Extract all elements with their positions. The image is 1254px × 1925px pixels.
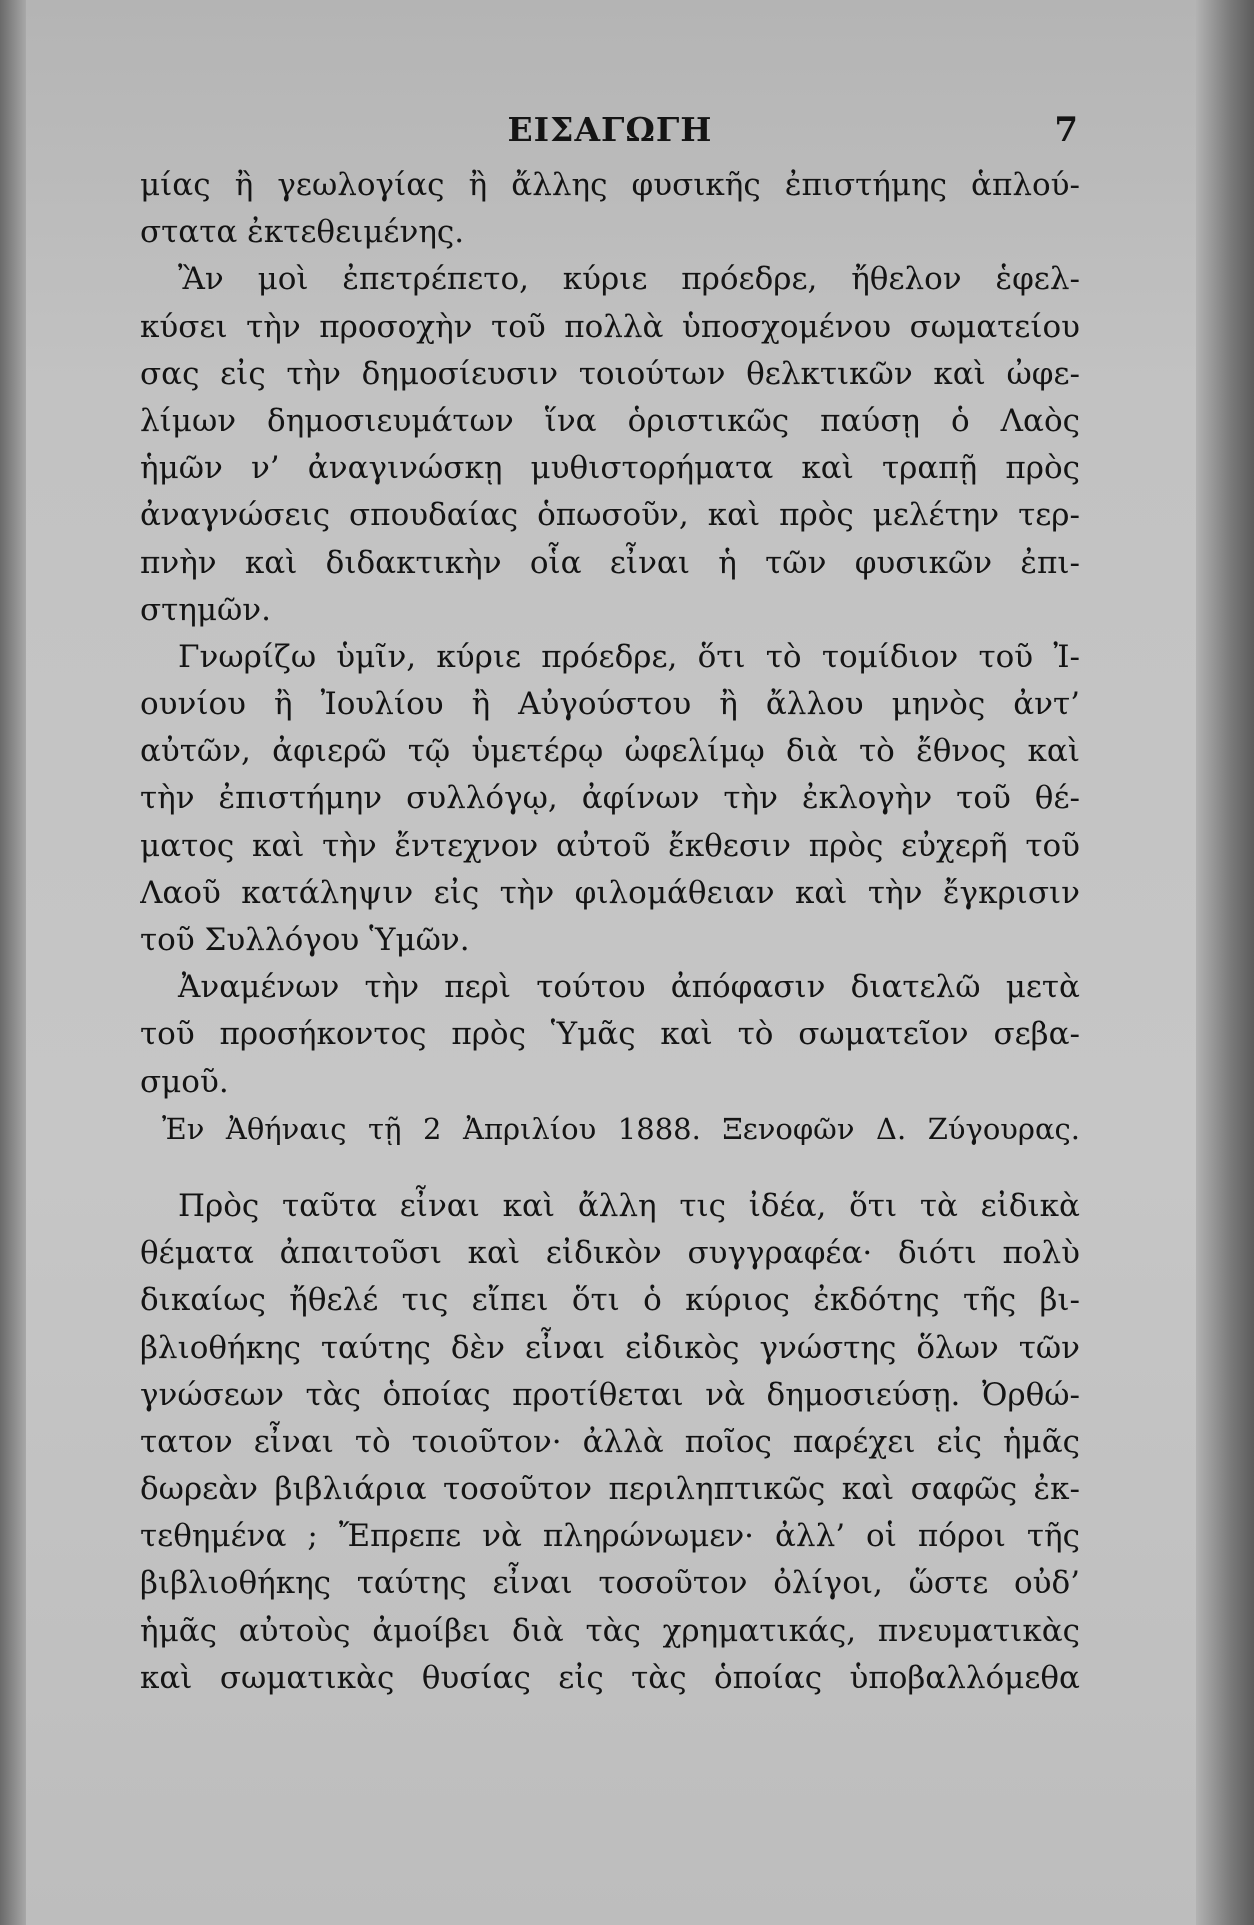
text-line: κύσει τὴν προσοχὴν τοῦ πολλὰ ὑποσχομένου σωματείου <box>140 308 1080 345</box>
text-line: Γνωρίζω ὑμῖν, κύριε πρόεδρε, ὅτι τὸ τομίδιον τοῦ Ἰ- <box>178 638 1080 675</box>
text-line: αὐτῶν, ἀφιερῶ τῷ ὑμετέρῳ ὠφελίμῳ διὰ τὸ ἔθνος καὶ <box>140 733 1080 770</box>
page-shadow-right <box>1196 0 1254 1925</box>
text-line: ἡμᾶς αὐτοὺς ἀμοίβει διὰ τὰς χρηματικάς, πνευματικὰς <box>140 1612 1080 1649</box>
running-head: ΕΙΣΑΓΩΓΗ <box>507 110 713 149</box>
text-line: καὶ σωματικὰς θυσίας εἰς τὰς ὁποίας ὑποβαλλόμεθα <box>140 1659 1080 1696</box>
text-line: ουνίου ἢ Ἰουλίου ἢ Αὐγούστου ἢ ἄλλου μηνὸς ἀντ’ <box>140 686 1080 723</box>
text-line: πνὴν καὶ διδακτικὴν οἷα εἶναι ἡ τῶν φυσικῶν ἐπι- <box>140 544 1080 581</box>
text-line: Ἀναμένων τὴν περὶ τούτου ἀπόφασιν διατελῶ μετὰ <box>178 969 1080 1006</box>
page-shadow-left <box>0 0 26 1925</box>
text-line: τὴν ἐπιστήμην συλλόγῳ, ἀφίνων τὴν ἐκλογὴν τοῦ θέ- <box>140 780 1080 817</box>
text-line: βιβλιοθήκης ταύτης εἶναι τοσοῦτον ὀλίγοι, ὥστε οὐδ’ <box>140 1565 1080 1602</box>
text-line: τοῦ Συλλόγου Ὑμῶν. <box>140 922 470 958</box>
page-header <box>140 110 1080 160</box>
text-line: τοῦ προσήκοντος πρὸς Ὑμᾶς καὶ τὸ σωματεῖον σεβα- <box>140 1016 1080 1053</box>
text-line: σμοῦ. <box>140 1063 229 1100</box>
body-text <box>140 162 1080 1702</box>
text-line: στατα ἐκτεθειμένης. <box>140 214 465 251</box>
text-line: Ἂν μοὶ ἐπετρέπετο, κύριε πρόεδρε, ἤθελον ἑφελ- <box>178 261 1080 298</box>
text-line: Πρὸς ταῦτα εἶναι καὶ ἄλλη τις ἰδέα, ὅτι τὰ εἰδικὰ <box>178 1187 1080 1224</box>
text-line: στημῶν. <box>140 591 272 628</box>
signature-line: Ἐν Ἀθήναις τῇ 2 Ἀπριλίου 1888. Ξενοφῶν Δ. Ζύγουρας. <box>162 1111 1080 1146</box>
text-line: ἀναγνώσεις σπουδαίας ὁπωσοῦν, καὶ πρὸς μελέτην τερ- <box>140 497 1080 534</box>
text-line: τατον εἶναι τὸ τοιοῦτον· ἀλλὰ ποῖος παρέχει εἰς ἡμᾶς <box>140 1423 1080 1460</box>
text-line: βλιοθήκης ταύτης δὲν εἶναι εἰδικὸς γνώστης ὅλων τῶν <box>140 1329 1080 1366</box>
text-line: γνώσεων τὰς ὁποίας προτίθεται νὰ δημοσιεύσῃ. Ὀρθώ- <box>140 1376 1080 1413</box>
text-line: δικαίως ἤθελέ τις εἴπει ὅτι ὁ κύριος ἐκδότης τῆς βι- <box>140 1282 1080 1319</box>
text-line: ματος καὶ τὴν ἔντεχνον αὐτοῦ ἔκθεσιν πρὸς εὐχερῆ τοῦ <box>140 827 1080 864</box>
page-number: 7 <box>1054 110 1078 150</box>
text-line: τεθημένα ; Ἔπρεπε νὰ πληρώνωμεν· ἀλλ’ οἱ πόροι τῆς <box>140 1518 1080 1555</box>
text-line: ἡμῶν ν’ ἀναγινώσκῃ μυθιστορήματα καὶ τραπῇ πρὸς <box>140 450 1080 487</box>
text-line: Λαοῦ κατάληψιν εἰς τὴν φιλομάθειαν καὶ τὴν ἔγκρισιν <box>140 874 1080 911</box>
text-line: μίας ἢ γεωλογίας ἢ ἄλλης φυσικῆς ἐπιστήμης ἁπλού- <box>140 167 1080 203</box>
text-line: σας εἰς τὴν δημοσίευσιν τοιούτων θελκτικῶν καὶ ὠφε- <box>140 355 1080 392</box>
paragraph-gap <box>140 1153 1080 1183</box>
text-line: θέματα ἀπαιτοῦσι καὶ εἰδικὸν συγγραφέα· διότι πολὺ <box>140 1235 1080 1272</box>
text-line: λίμων δημοσιευμάτων ἵνα ὁριστικῶς παύσῃ ὁ Λαὸς <box>140 402 1080 439</box>
text-line: δωρεὰν βιβλιάρια τοσοῦτον περιληπτικῶς καὶ σαφῶς ἐκ- <box>140 1471 1080 1508</box>
